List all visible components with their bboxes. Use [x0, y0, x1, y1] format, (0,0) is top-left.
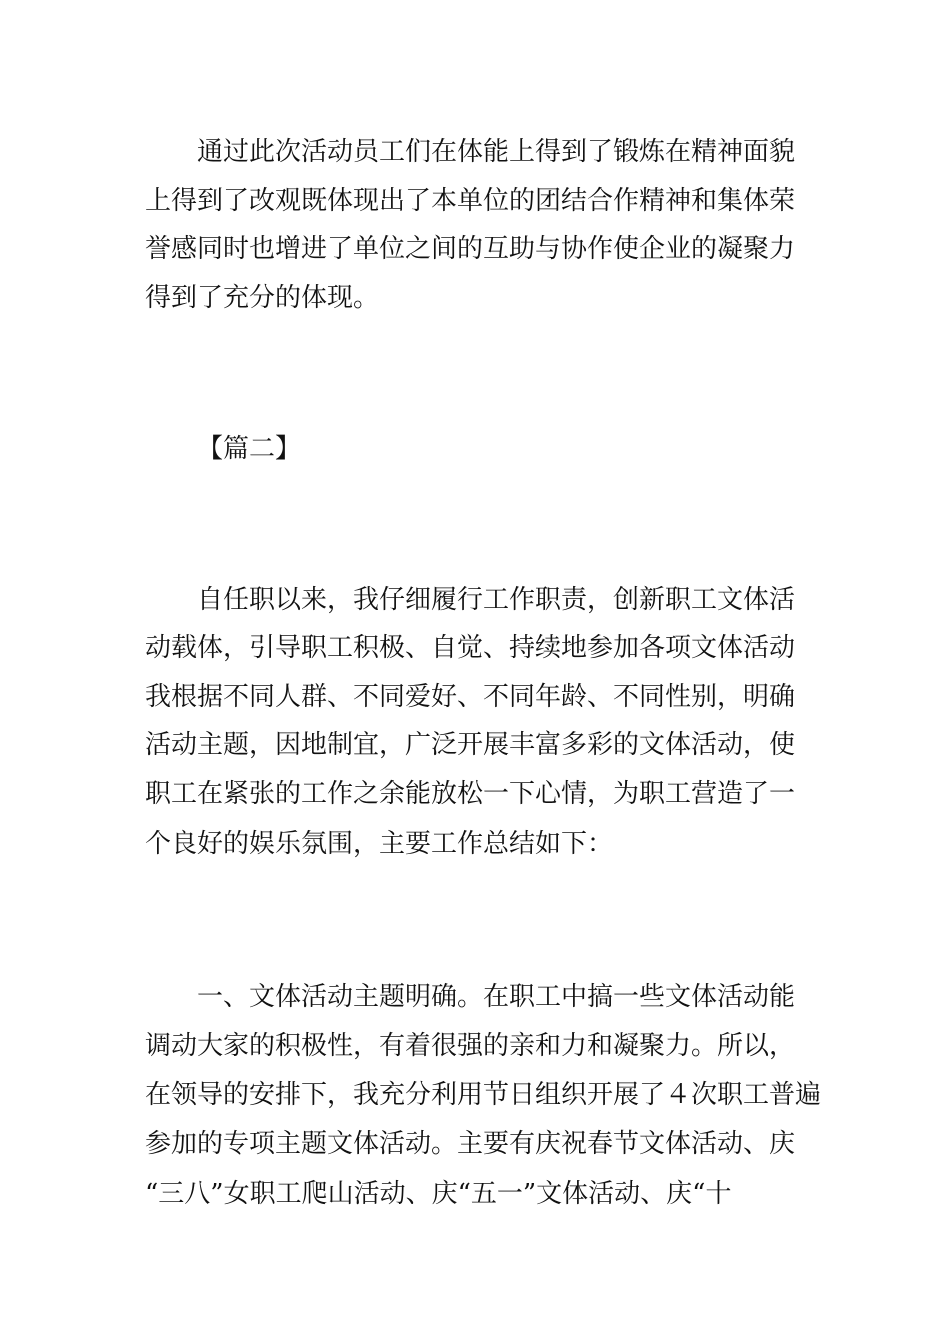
text-line: 活动主题，因地制宜，广泛开展丰富多彩的文体活动，使 [145, 730, 796, 760]
text-line: 通过此次活动员工们在体能上得到了锻炼在精神面貌 [197, 137, 796, 167]
text-line: 个良好的娱乐氛围，主要工作总结如下： [145, 829, 614, 859]
text-line: 上得到了改观既体现出了本单位的团结合作精神和集体荣 [145, 186, 796, 216]
text-line: 调动大家的积极性，有着很强的亲和力和凝聚力。所以， [145, 1031, 796, 1061]
text-line: 动载体，引导职工积极、自觉、持续地参加各项文体活动 [145, 633, 796, 663]
text-line: 一、文体活动主题明确。在职工中搞一些文体活动能 [197, 982, 796, 1012]
text-line: 誉感同时也增进了单位之间的互助与协作使企业的凝聚力 [145, 234, 796, 264]
text-line: “三八”女职工爬山活动、庆“五一”文体活动、庆“十 [145, 1179, 732, 1209]
text-line: 自任职以来，我仔细履行工作职责，创新职工文体活 [197, 585, 796, 615]
text-line: 职工在紧张的工作之余能放松一下心情，为职工营造了一 [145, 779, 796, 809]
text-line: 在领导的安排下，我充分利用节日组织开展了４次职工普遍 [145, 1080, 822, 1110]
section-heading: 【篇二】 [197, 434, 302, 464]
text-line: 我根据不同人群、不同爱好、不同年龄、不同性别，明确 [145, 682, 796, 712]
text-line: 参加的专项主题文体活动。主要有庆祝春节文体活动、庆 [145, 1129, 796, 1159]
text-line: 得到了充分的体现。 [145, 283, 380, 313]
